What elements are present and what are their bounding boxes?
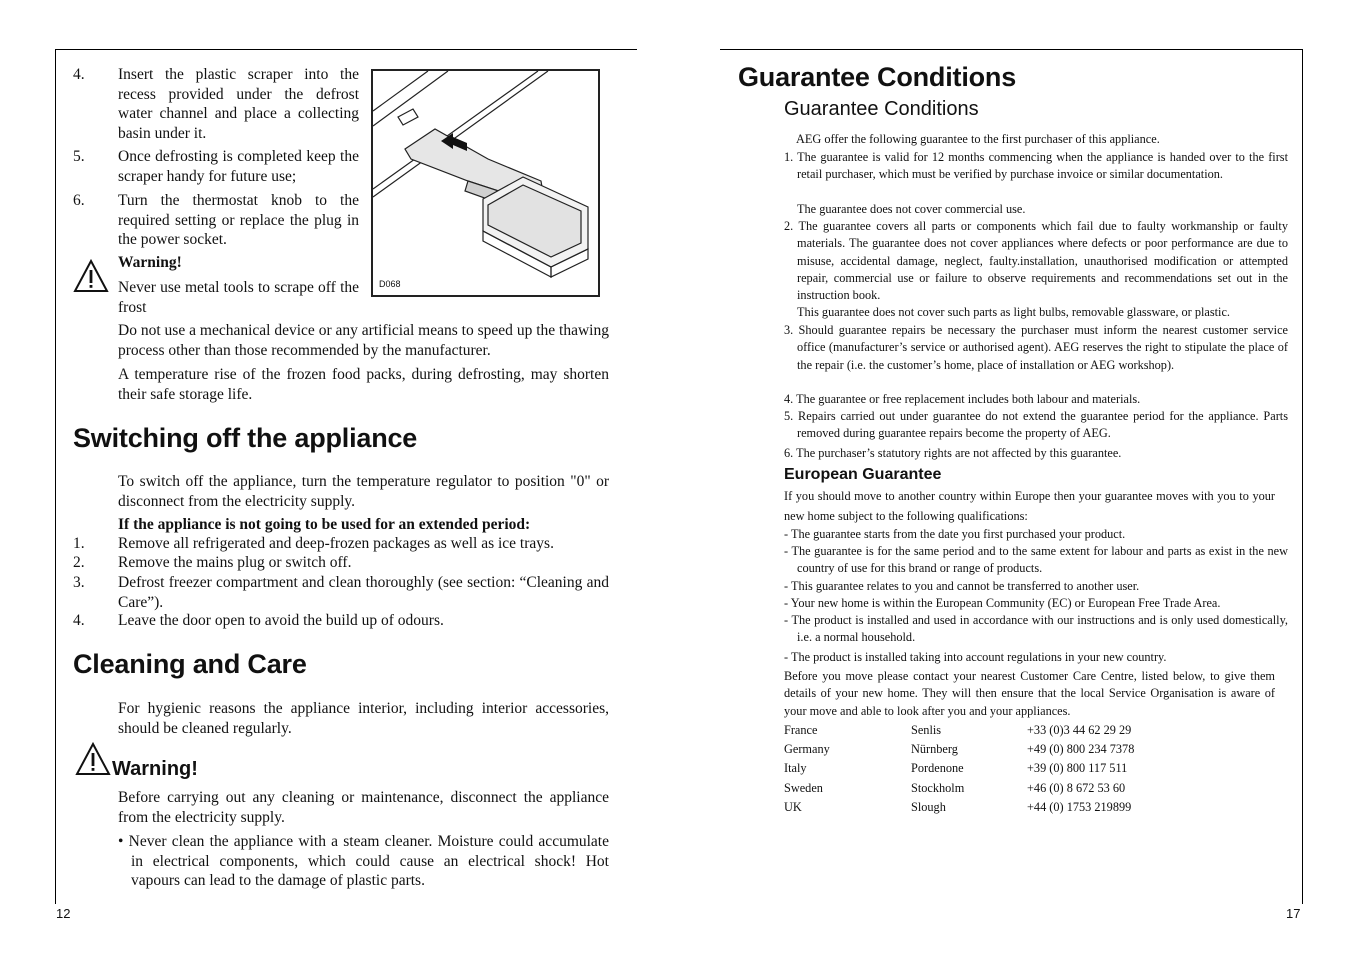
contact-phone: +44 (0) 1753 219899 xyxy=(1027,800,1132,814)
step-text: Once defrosting is completed keep the scraper handy for future use; xyxy=(118,148,359,185)
warning-heading: Warning! xyxy=(112,758,198,780)
contact-country: Sweden xyxy=(784,781,823,795)
contact-country: Italy xyxy=(784,761,807,775)
step-text: Remove the mains plug or switch off. xyxy=(118,554,352,571)
guarantee-item: 2. The guarantee covers all parts or components which fail due to faulty workmanship or faulty materials. The guarantee does not cover appliances where defects or poor performance are due to misuse, accidental damage, neglect, faulty.installation, unauthorised modification or attempted repair, commercial use or failure to observe requirements and recommendations set out in the instruction book. xyxy=(784,219,1288,303)
extended-period-heading: If the appliance is not going to be used for an extended period: xyxy=(118,516,531,533)
step-number: 2. xyxy=(73,554,85,571)
guarantee-title: Guarantee Conditions xyxy=(738,62,1017,92)
european-guarantee-heading: European Guarantee xyxy=(784,466,942,483)
european-intro: If you should move to another country within Europe then your guarantee moves with you to your new home subject to the following qualifications: xyxy=(784,489,1275,523)
contact-city: Senlis xyxy=(911,723,942,737)
left-vertical-rule xyxy=(55,49,56,904)
defrost-scraper-illustration xyxy=(371,69,600,297)
page-number: 12 xyxy=(56,906,71,921)
guarantee-item-note: This guarantee does not cover such parts as light bulbs, removable glassware, or plastic. xyxy=(797,305,1231,319)
guarantee-item: 5. Repairs carried out under guarantee do not extend the guarantee period for the appliance. Parts removed during guarantee repairs become the property of AEG. xyxy=(784,409,1288,441)
european-item: - Your new home is within the European Community (EC) or European Free Trade Area. xyxy=(784,596,1221,610)
contact-row xyxy=(784,759,807,778)
warning-triangle-icon xyxy=(73,258,109,299)
european-item: - The product is installed and used in accordance with our instructions and is only used domestically, i.e. a normal household. xyxy=(784,613,1288,645)
step-text: Remove all refrigerated and deep-frozen packages as well as ice trays. xyxy=(118,535,554,552)
step-text: Leave the door open to avoid the build up of odours. xyxy=(118,612,444,629)
european-item: - The guarantee starts from the date you first purchased your product. xyxy=(784,527,1126,541)
contact-country: France xyxy=(784,723,818,737)
step-number: 4. xyxy=(73,612,85,629)
before-move-paragraph: Before you move please contact your nearest Customer Care Centre, listed below, to give them details of your new home. They will then ensure that the local Service Organisation is aware of your move and able to look after you and your appliances. xyxy=(784,669,1275,718)
page-number: 17 xyxy=(1286,906,1301,921)
guarantee-item: 4. The guarantee or free replacement includes both labour and materials. xyxy=(784,392,1141,406)
right-vertical-rule xyxy=(1302,49,1303,904)
step-number: 4. xyxy=(73,66,85,83)
contact-city: Nürnberg xyxy=(911,742,958,756)
contact-phone: +46 (0) 8 672 53 60 xyxy=(1027,781,1126,795)
european-item: - The guarantee is for the same period and to the same extent for labour and parts as exist in the new country of use for this brand or range of products. xyxy=(784,544,1288,576)
step-text: Turn the thermostat knob to the required setting or replace the plug in the power socket. xyxy=(118,192,359,248)
step-text: Defrost freezer compartment and clean thoroughly (see section: “Cleaning and Care”). xyxy=(118,574,609,611)
step-number: 1. xyxy=(73,535,85,552)
contact-phone: +33 (0)3 44 62 29 29 xyxy=(1027,723,1132,737)
contact-country: UK xyxy=(784,800,802,814)
temperature-rise-paragraph: A temperature rise of the frozen food packs, during defrosting, may shorten their safe storage life. xyxy=(118,366,609,403)
contact-city: Stockholm xyxy=(911,781,965,795)
contact-row xyxy=(784,798,802,817)
switching-off-paragraph: To switch off the appliance, turn the temperature regulator to position "0" or disconnect from the electricity supply. xyxy=(118,473,609,510)
contact-city: Pordenone xyxy=(911,761,964,775)
step-number: 6. xyxy=(73,192,85,209)
contact-country: Germany xyxy=(784,742,830,756)
contact-phone: +39 (0) 800 117 511 xyxy=(1027,761,1128,775)
cleaning-paragraph: For hygienic reasons the appliance interior, including interior accessories, should be cleaned regularly. xyxy=(118,700,609,737)
european-item: - The product is installed taking into account regulations in your new country. xyxy=(784,650,1167,664)
contact-row xyxy=(784,779,823,798)
european-item: - This guarantee relates to you and cannot be transferred to another user. xyxy=(784,579,1140,593)
disconnect-paragraph: Before carrying out any cleaning or maintenance, disconnect the appliance from the electricity supply. xyxy=(118,789,609,826)
figure-label: D068 xyxy=(379,279,401,289)
guarantee-intro: AEG offer the following guarantee to the first purchaser of this appliance. xyxy=(796,132,1160,146)
contact-row xyxy=(784,740,830,759)
guarantee-item-note: The guarantee does not cover commercial use. xyxy=(797,202,1026,216)
guarantee-subtitle: Guarantee Conditions xyxy=(784,98,979,120)
warning-text: Never use metal tools to scrape off the frost xyxy=(118,279,359,316)
guarantee-item: 6. The purchaser’s statutory rights are not affected by this guarantee. xyxy=(784,446,1122,460)
switching-off-heading: Switching off the appliance xyxy=(73,423,418,453)
right-top-rule xyxy=(720,49,1303,50)
step-number: 5. xyxy=(73,148,85,165)
guarantee-item: 3. Should guarantee repairs be necessary the purchaser must inform the nearest customer service office (manufacturer’s service or authorised agent). AEG reserves the right to stipulate the place of the repair (i.e. the customer’s home, place of installation or AEG workshop). xyxy=(784,323,1288,372)
left-top-rule xyxy=(55,49,637,50)
contact-city: Slough xyxy=(911,800,946,814)
step-text: Insert the plastic scraper into the recess provided under the defrost water channel and place a collecting basin under it. xyxy=(118,66,359,142)
mechanical-device-paragraph: Do not use a mechanical device or any artificial means to speed up the thawing process other than those recommended by the manufacturer. xyxy=(118,322,609,359)
contact-phone: +49 (0) 800 234 7378 xyxy=(1027,742,1135,756)
step-number: 3. xyxy=(73,574,85,591)
cleaning-heading: Cleaning and Care xyxy=(73,649,307,679)
guarantee-item: 1. The guarantee is valid for 12 months commencing when the appliance is handed over to the first retail purchaser, which must be verified by purchase invoice or similar documentation. xyxy=(784,150,1288,182)
warning-title: Warning! xyxy=(118,254,182,271)
warning-triangle-icon xyxy=(75,741,111,782)
steam-cleaner-bullet: • Never clean the appliance with a steam cleaner. Moisture could accumulate in electrical components, which could cause an electrical shock! Hot vapours can lead to the damage of plastic parts. xyxy=(118,833,609,889)
contact-row xyxy=(784,721,817,740)
